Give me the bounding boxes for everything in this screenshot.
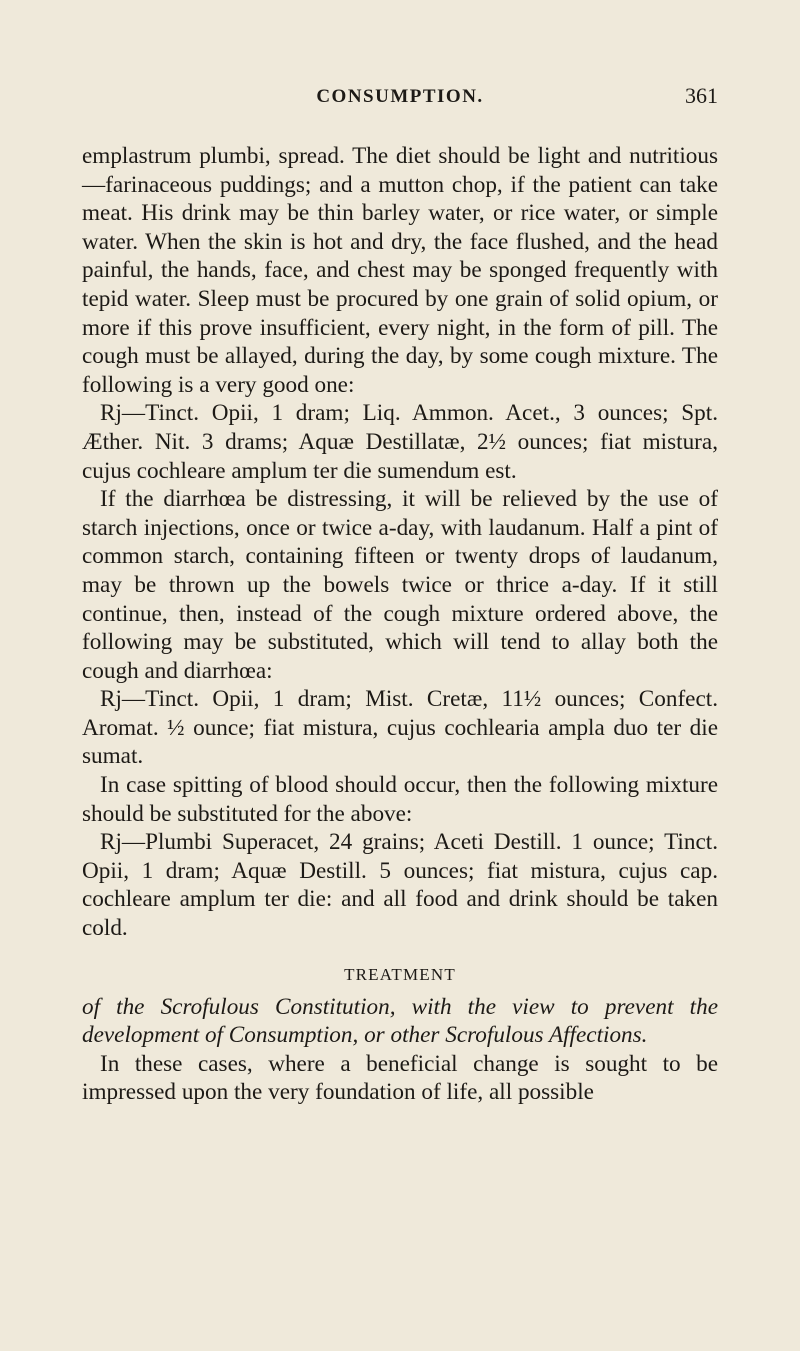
prescription-diarrhoea-mixture: Rj—Tinct. Opii, 1 dram; Mist. Cretæ, 11½ ounces; Confect. Aromat. ½ ounce; fiat mistura, cujus cochlearia ampla duo ter die sumat. [82,686,718,770]
page-number: 361 [685,83,718,108]
paragraph-diarrhoea: If the diarrhœa be distressing, it will be relieved by the use of starch injections, once or twice a-day, with laudanum. Half a pint of common starch, containing fifteen or twenty drops of laudanum, may be thrown up the bowels twice or thrice a-day. If it still continue, then, instead of the cough mixture ordered above, the following may be substituted, which will tend to allay both the cough and diarrhœa: [82,486,718,684]
paragraph-diet: emplastrum plumbi, spread. The diet should be light and nutritious—farinaceous puddings; and a mutton chop, if the patient can take meat. His drink may be thin barley water, or rice water, or simple water. When the skin is hot and dry, the face flushed, and the head painful, the hands, face, and chest may be sponged frequently with tepid water. Sleep must be procured by one grain of solid opium, or more if this prove insufficient, every night, in the form of pill. The cough must be allayed, during the day, by some cough mixture. The following is a very good one: [82,143,718,398]
running-head-title: CONSUMPTION. [316,86,484,107]
prescription-cough-mixture: Rj—Tinct. Opii, 1 dram; Liq. Ammon. Acet., 3 ounces; Spt. Æther. Nit. 3 drams; Aquæ Destillatæ, 2½ ounces; fiat mistura, cujus cochleare amplum ter die sumendum est. [82,400,718,484]
paragraph-spitting-blood: In case spitting of blood should occur, then the following mixture should be substituted for the above: [82,772,718,827]
running-head [82,83,718,116]
paragraph-scrofulous-treatment: In these cases, where a beneficial change is sought to be impressed upon the very foundation of life, all possible [82,1050,718,1106]
section-subheading: of the Scrofulous Constitution, with the view to prevent the development of Consumption, or other Scrofulous Affections. [82,993,718,1049]
section-heading: TREATMENT [344,964,456,984]
prescription-lead-mixture: Rj—Plumbi Superacet, 24 grains; Aceti Destill. 1 ounce; Tinct. Opii, 1 dram; Aquæ Destill. 5 ounces; fiat mistura, cujus cap. cochleare amplum ter die: and all food and drink should be taken cold. [82,829,718,942]
body-text [82,142,718,1107]
